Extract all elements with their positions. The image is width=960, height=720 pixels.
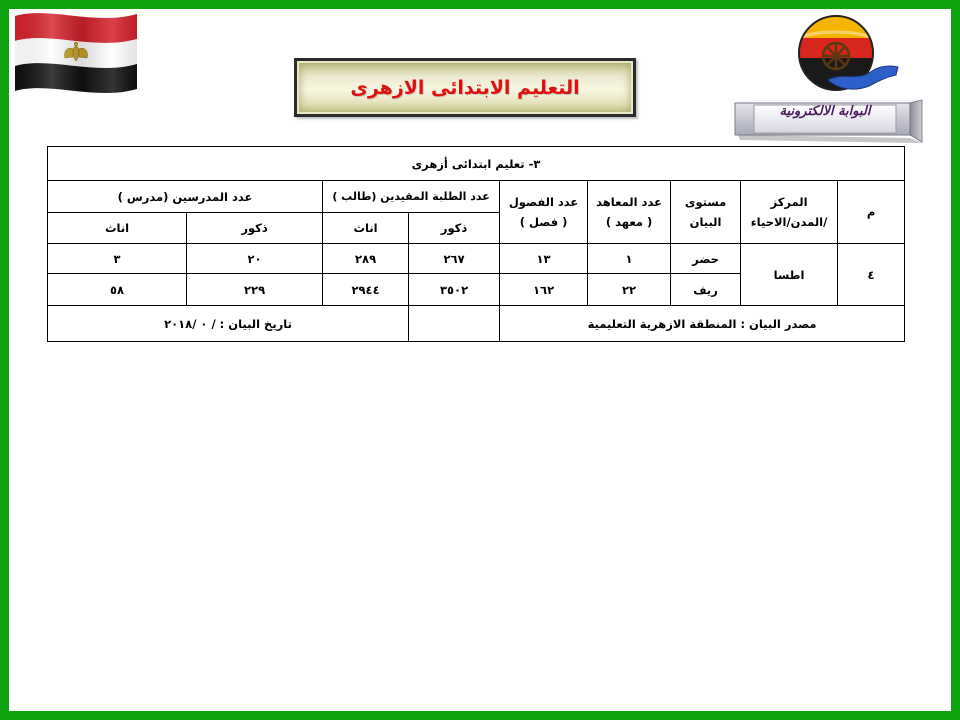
cell-teachers-male: ٢٠ (187, 244, 323, 274)
cell-institutes: ١ (588, 244, 671, 274)
header-teachers-female: اناث (48, 213, 187, 244)
cell-students-male: ٢٦٧ (409, 244, 500, 274)
waterwheel-icon (823, 43, 849, 69)
cell-classes: ١٦٢ (500, 274, 588, 306)
cell-institutes: ٢٢ (588, 274, 671, 306)
flag-fold-shading (15, 13, 137, 93)
cell-level: حضر (671, 244, 741, 274)
section-title-row (48, 147, 905, 181)
header-institutes (588, 181, 671, 244)
cell-index: ٤ (838, 244, 905, 306)
header-row-main (48, 181, 905, 213)
header-classes (500, 181, 588, 244)
header-center-line2: /المدن/الاحياء (750, 215, 828, 229)
header-institutes-line2: ( معهد ) (605, 215, 653, 229)
header-classes-line1: عدد الفصول (508, 195, 579, 209)
header-students-female: اناث (323, 213, 409, 244)
data-date-note: تاريخ البيان : / ٠ /٢٠١٨ (48, 306, 409, 342)
statistics-table (47, 146, 905, 342)
header-level-line1: مستوى (684, 195, 727, 209)
cell-students-male: ٣٥٠٢ (409, 274, 500, 306)
cell-teachers-female: ٣ (48, 244, 187, 274)
header-students: عدد الطلبة المقيدين (طالب ) (323, 181, 500, 213)
header-center (741, 181, 838, 244)
data-source-note: مصدر البيان : المنطقة الازهرية التعليمية (500, 306, 905, 342)
cell-teachers-female: ٥٨ (48, 274, 187, 306)
header-teachers: عدد المدرسين (مدرس ) (48, 181, 323, 213)
cell-classes: ١٣ (500, 244, 588, 274)
header-classes-line2: ( فصل ) (519, 215, 568, 229)
header-index: م (838, 181, 905, 244)
cell-students-female: ٢٩٤٤ (323, 274, 409, 306)
header-teachers-male: ذكور (187, 213, 323, 244)
header-level (671, 181, 741, 244)
portal-banner (730, 98, 926, 144)
header-center-line1: المركز (770, 195, 808, 209)
page-title-box (294, 58, 636, 117)
page-title: التعليم الابتدائى الازهرى (350, 76, 580, 99)
cell-center: اطسا (741, 244, 838, 306)
cell-teachers-male: ٢٢٩ (187, 274, 323, 306)
footer-empty-cell (409, 306, 500, 342)
cell-level: ريف (671, 274, 741, 306)
table-row (48, 244, 905, 274)
header-level-line2: البيان (689, 215, 722, 229)
governorate-emblem-icon (790, 8, 902, 98)
header-students-male: ذكور (409, 213, 500, 244)
egypt-flag-icon (0, 0, 150, 110)
header-institutes-line1: عدد المعاهد (596, 195, 662, 209)
portal-banner-label: البوابة الالكترونية (779, 104, 871, 119)
cell-students-female: ٢٨٩ (323, 244, 409, 274)
footer-row (48, 306, 905, 342)
section-title: ٣- تعليم ابتدائى أزهرى (48, 147, 905, 181)
